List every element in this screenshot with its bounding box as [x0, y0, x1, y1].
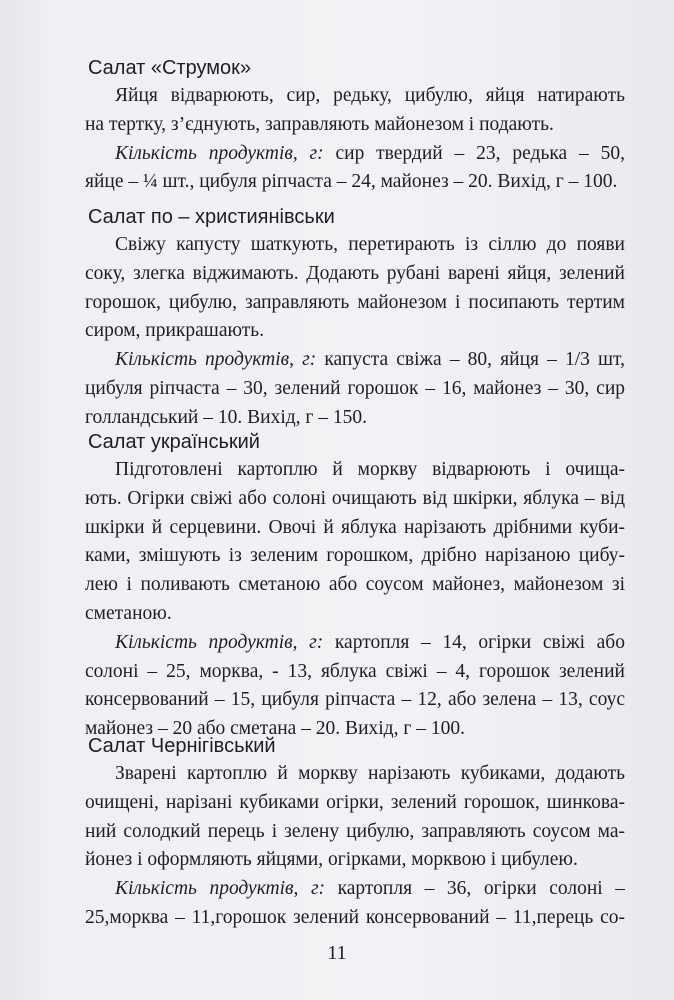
- recipe-heading: Салат український: [88, 431, 260, 453]
- text-line: [85, 686, 625, 715]
- text-line: [85, 571, 625, 600]
- text-line: [85, 760, 625, 789]
- line-text: Зварені картоплю й моркву нарізають кубиками, додають: [115, 763, 625, 784]
- recipe-heading: Салат по – християнівськи: [88, 206, 335, 228]
- line-text: на тертку, з’єднують, заправляють майонезом і подають.: [85, 113, 554, 135]
- recipe-heading: Салат «Струмок»: [88, 57, 252, 79]
- recipe-chernihiv: [85, 732, 625, 933]
- line-text: Яйця відварюють, сир, редьку, цибулю, яйця натирають: [115, 85, 625, 106]
- line-text: Підготовлені картоплю й моркву відварюють і очища-: [115, 459, 625, 480]
- text-line: [85, 485, 625, 514]
- line-text: йонез і оформляють яйцями, огірками, морквою і цибулею.: [85, 849, 578, 871]
- line-text: ють. Огірки свіжі або солоні очищають від шкірки, яблука – від: [85, 487, 625, 509]
- text-line: [85, 904, 625, 933]
- line-text: лею і поливають сметаною або соусом майонез, майонезом зі: [85, 574, 625, 596]
- line-text: очищені, нарізані кубиками огірки, зелений горошок, шинкова-: [85, 791, 625, 813]
- text-line: [85, 168, 625, 197]
- recipe-ukrainian: [85, 428, 625, 744]
- ingredients-line: [85, 346, 625, 375]
- recipe-heading: Салат Чернігівський: [88, 735, 276, 757]
- recipe-khrystynivsky: [85, 203, 625, 433]
- line-text: ками, змішують із зеленим горошком, дрібно нарізаною цибу-: [85, 545, 625, 567]
- line-text: ний солодкий перець і зелену цибулю, заправляють соусом ма-: [85, 820, 625, 842]
- line-text: картопля – 14, огірки свіжі або: [323, 631, 625, 653]
- line-text: голландський – 10. Вихід, г – 150.: [85, 406, 368, 428]
- text-line: [85, 818, 625, 847]
- text-line: [85, 289, 625, 318]
- ingredients-line: [85, 629, 625, 658]
- line-text: цибуля ріпчаста – 30, зелений горошок – 16, майонез – 30, сир: [85, 377, 625, 399]
- line-text: яйце – ¼ шт., цибуля ріпчаста – 24, майонез – 20. Вихід, г – 100.: [85, 171, 618, 193]
- line-text: солоні – 25, морква, - 13, яблука свіжі – 4, горошок зелений: [85, 660, 625, 682]
- line-text: сиром, прикрашають.: [85, 320, 265, 342]
- text-line: [85, 658, 625, 687]
- line-text: сметаною.: [85, 602, 172, 624]
- line-text: Свіжу капусту шаткують, перетирають із сіллю до появи: [115, 234, 625, 255]
- text-line: [85, 231, 625, 260]
- text-line: [85, 789, 625, 818]
- ingredients-label: Кількість продуктів, г:: [115, 631, 324, 653]
- line-text: шкірки й серцевини. Овочі й яблука нарізають дрібними куби-: [85, 516, 625, 538]
- line-text: сир твердий – 23, редька – 50,: [323, 142, 625, 164]
- page-number: 11: [327, 942, 347, 964]
- ingredients-label: Кількість продуктів, г:: [115, 142, 324, 164]
- line-text: горошок, цибулю, заправляють майонезом і посипають тертим: [85, 291, 625, 313]
- line-text: консервований – 15, цибуля ріпчаста – 12, або зелена – 13, соус: [85, 689, 625, 711]
- line-text: капуста свіжа – 80, яйця – 1/3 шт,: [316, 349, 625, 371]
- line-text: картопля – 36, огірки солоні –: [325, 878, 625, 900]
- line-text: 25,морква – 11,горошок зелений консервований – 11,перець со-: [85, 906, 625, 928]
- text-line: [85, 514, 625, 543]
- ingredients-label: Кількість продуктів, г:: [115, 349, 317, 371]
- text-line: [85, 260, 625, 289]
- text-line: [85, 456, 625, 485]
- line-text: майонез – 20 або сметана – 20. Вихід, г – 100.: [85, 718, 465, 740]
- ingredients-line: [85, 875, 625, 904]
- text-line: [85, 317, 625, 346]
- recipe-strumok: [85, 54, 625, 197]
- line-text: соку, злегка віджимають. Додають рубані варені яйця, зелений: [85, 262, 625, 284]
- text-line: [85, 846, 625, 875]
- ingredients-label: Кількість продуктів, г:: [115, 878, 326, 900]
- text-line: [85, 600, 625, 629]
- text-line: [85, 82, 625, 111]
- text-line: [85, 542, 625, 571]
- text-line: [85, 375, 625, 404]
- text-line: [85, 111, 625, 140]
- ingredients-line: [85, 140, 625, 169]
